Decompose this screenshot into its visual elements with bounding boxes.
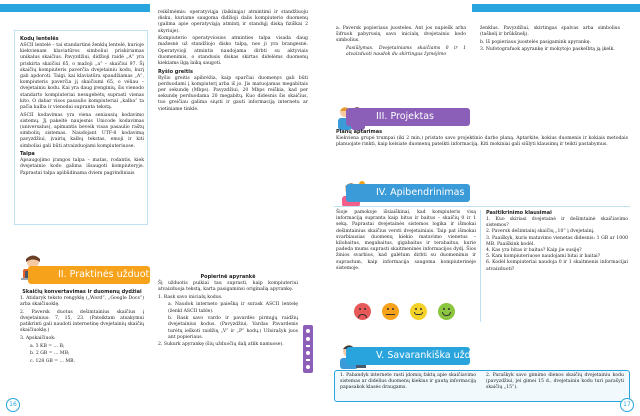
self-task-item: 1. Pabandyk internete rasti įdomių faktų apie skaičiavimo sistemas ar didelius duomenų kiekius ir gautą informaciją papasakok klasės draugams. [340,373,476,391]
project-block [336,129,628,150]
page-number-right: 17 [620,398,634,412]
task2-step: 1. Rask savo inicialų kodus. [158,294,223,300]
bracelet-strip-icon [300,325,318,373]
neutral-face-icon[interactable] [410,303,427,320]
section-self-study [346,347,494,365]
paragraph-unicode: ASCII kodavimas yra viena seniausių kodavimo sistemų. Jį pakeitė naujesnis Unicode kodavimas (universalus), apimantis beveik visas pasaulio raštų simbolių sistemas. Naudojant UTF-8 kodavimą pavyzdžiui, įvairių kalbų tekstas, emoji ir kiti simboliai gali būti atvaizduojami kompiuteriuose. [20,112,144,149]
summary-paragraph: Šioje pamokoje išsiaiškinai, kad kompiuteris visą informaciją supranta kaip bitus ir baitus – skaičių 0 ir 1 seką. Paprastai dvejetainės sistemos logika ir išmokai dešimtainius skaičius versti dvejetainiais. Taip pat išmokai svarbiausias duomenų kiekio matavimo vienetus – kilobaitus, megabaitus, gigabaitus ir terabaitus, kurie padeda mums suprasti skaitmeninės informacijos dydį. Šios žinios svarbios, kad galėtum dirbti su duomenimis ir suprastum, kaip informacija saugoma kompiuterinėje sistemoje. [336,210,476,271]
right-header-text: 1. Duomenų tyrybė ir informacija [553,15,636,21]
left-page-header [0,4,169,21]
task1-block [20,289,144,366]
unhappy-face-icon[interactable] [382,303,399,320]
project-paragraph: Kiekviena grupė trumpai (iki 2 min.) pristato savo projektinio darbo planą. Aptarkite, kokius duomenis ir kokiais metodais planuojate rinkti, kaip kelsiate duomenų pateikti informaciją. Kiti mokiniai gali siūlyti klausimų ir teikti pastabymus. [336,136,628,148]
task2-substep: b. Rask savo vardo ir pavardės pirmųjų raidžių dvejetainius kodus. (Pavyzdžiui, Vardas Pavardenis turėtų ieškoti raidžių „V“ ir „P“ kodų.) Užsirašyk juos ant popieriaus. [168,316,298,340]
paragraph-ascii: ASCII lentelė – tai standartinė ženklų lentelė, kurioje kiekvienam klaviatūros simboliui priskiriamas unikalus skaičius. Pavyzdžiui, didžioji raidė „A“ yra priskirta skaičiui 65, o mažoji „a“ – skaičiui 97. Šį skaičių kompiuteris paverčia dvejetainiu kodu, kurį gali apdoroti. Taigi, kai klaviatūra spaudžiamas „A“, kompiuteris paverčia jį skaičiumi 65, o vėliau – dvejetainiu kodu. Kai yra daug įrenginių, šis vienodo standarto kompiuteriai nesugebėtų suprasti vienas kito. O dabar visos pasaulio kompiuteriai „kalba“ ta pačia kalba ir vienodai supranta tekstą. [20,43,144,111]
task2-intro: Šį užduotis puikiai tau suprasti, kaip kompiuteriui atvaizduoja tekstą, karta pasigaminsi originalią apyrankę. [158,281,298,293]
task1-step: 1. Atidaryk teksto rengyklę („Word“, „Google Docs“) arba skaičiuoklę. [20,296,144,308]
paragraph-ram: Kompiuterio operatyviosios atminties talpa visada daug mažesnė už standžiojo disko talpą, nes ji yra brangesnė. Operatyvioji atmintis naudojama dirbti su aktyviais duomenimis, o standusis diskas skirtas didelėms duomenų kiekiams ilgą laiką saugoti. [158,36,308,67]
top-steps-left [336,26,466,60]
bracelet-step: a. Paversk popieriaus juosteles. Ant jos nupiešk arba šifruok pabyrusių savo inicialų dvejetainio kodo simbolius. [336,26,466,44]
left-column-1 [20,36,144,178]
self-task-item: 2. Paraškyk savo gimimo dienos skaičių dvejetainiu kodu (pavyzdžiui, jei gimei 15 d., dvejetainiu kodu turi parašyti skaičių „15“). [486,373,624,391]
task2-title: Popierinė apyrankė [200,274,256,280]
question-item: 4. Kas yra bitas ir baitas? Kaip jie susiję? [486,248,582,254]
question-item: 6. Kodėl kompiuteriai naudoja 0 ir 1 skaitmenis informacijai atvaizduoti? [486,260,628,272]
top-steps-right [480,26,620,55]
right-page-header [472,4,640,21]
task1-title: Skaičių konvertavimas ir duomenų dydžiai [22,289,142,295]
questions-title: Pasitikrinimo klausimai [486,210,552,216]
divider [334,206,630,207]
self-task-1 [340,373,476,393]
left-header-text: 1.1. Duomenų kodavimas ir skaičiavimo sistemos kompiuteriuose [4,15,169,21]
paragraph-talpa: Apsaugojimo įrangos talpa – matas, rodantis, kiek dvejetainio kodo galima išsaugoti kompiuteryje. Paprastai talpa apibūdinama dviem pagrindiniais [20,158,144,176]
section-summary-title: IV. Apibendrinimas [376,187,465,198]
heading-talpa: Talpa [20,151,35,158]
project-title: Planų aptarimas [336,129,383,135]
right-page [320,0,640,416]
question-item: 1. Kuo skiriasi dvejetainė ir dešimtainė skaičiavimo sistemos? [486,217,628,229]
section-practical-tasks [28,266,160,284]
section-project-title: III. Projektas [376,111,434,122]
summary-text [336,210,476,273]
task2-block [158,274,298,350]
section-summary [346,184,470,202]
questions-block [486,210,628,273]
task1-substep: a. 3 KB = ... B; [30,343,65,349]
paragraph-speed: Ryšio greitis apibrėžia, kaip sparčiai duomenys gali būti perduodami į kompiuterį arba iš jo. Jis matuojamas megabitais per sekundę (Mbps). Pavyzdžiui, 20 Mbps reiškia, kad per sekundę perduodama 20 megabitų. Kuo didesnis šis skaičius, tuo greičiau galima siųsti ir gauti informaciją internetu ar vietiniame tinkle. [158,75,308,112]
page-number-left: 16 [6,398,20,412]
bracelet-hint-cont: ženklus. Pavyzdžiui, skirtingas spalvas arba simbolius (taškelį ir brūkšnelį). [480,26,620,38]
section-self-study-title: V. Savarankiška užduotis [376,350,494,361]
left-column-2 [158,10,308,114]
column-divider [480,210,481,322]
sad-face-icon[interactable] [354,303,371,320]
paragraph-memory: reikšmėmis: operatyviąja (laikinąja) atmintimi ir standžiuoju disku, kuriame saugoma didžioji dalis kompiuterio duomenų (galima apie operatyviąją atmintį ir standųjį diską fiziškai 2 skyriuje). [158,10,308,34]
heading-rysio-greitis: Ryšio greitis [158,68,193,75]
happy-face-icon[interactable] [438,303,455,320]
heading-kodu-lenteles: Kodų lentelės [20,36,59,42]
task1-substep: b. 2 GB = ... MB; [30,351,70,357]
section-practical-tasks-title: II. Praktinės užduotys [58,269,160,280]
task1-substep: c. 128 GB = ... MB. [30,358,75,364]
question-item: 5. Kam kompiuteriuose naudojami bitai ir baitai? [486,254,601,260]
self-task-2 [486,373,624,393]
bracelet-step: 3. Nufotografuok apyrankę ir mokytojo paskelbtą ją įkelk. [480,47,615,53]
task2-substep: a. Naudok interneto paiešką ir surask ASCII lentelę (ženkl ASCII table). [168,302,298,314]
section-project [346,108,470,126]
question-item: 2. Paversk dešimtainį skaičių „10“ į dvejetainį. [486,229,595,235]
bracelet-hint: Pasiūlymas. Dvejetainiams skaičiams 0 ir 1 atvaizduoti naudok du skirtingus žymėjimo [346,46,466,58]
task2-step: 2. Sukurk apyrankę (šių užduočių dalį atlik namuose). [158,342,284,348]
task1-step: 3. Apskaičiuok: [20,336,56,341]
bracelet-step: b. Iš popieriaus juostelės pasigamink apyrankę. [480,39,591,45]
question-item: 3. Paaiškyk, kuris matavimo vienetas didesnis: 1 GB ar 1000 MB. Paaiškink kodėl. [486,235,628,247]
task1-step: 2. Paversk duotus dešimtainius skaičius į dvejetainius: 7, 15, 23. (Pateiktam atsakymui patikrinti gali naudoti internetinę dvejetainių skaičių skaičiuoklę.) [20,309,144,334]
